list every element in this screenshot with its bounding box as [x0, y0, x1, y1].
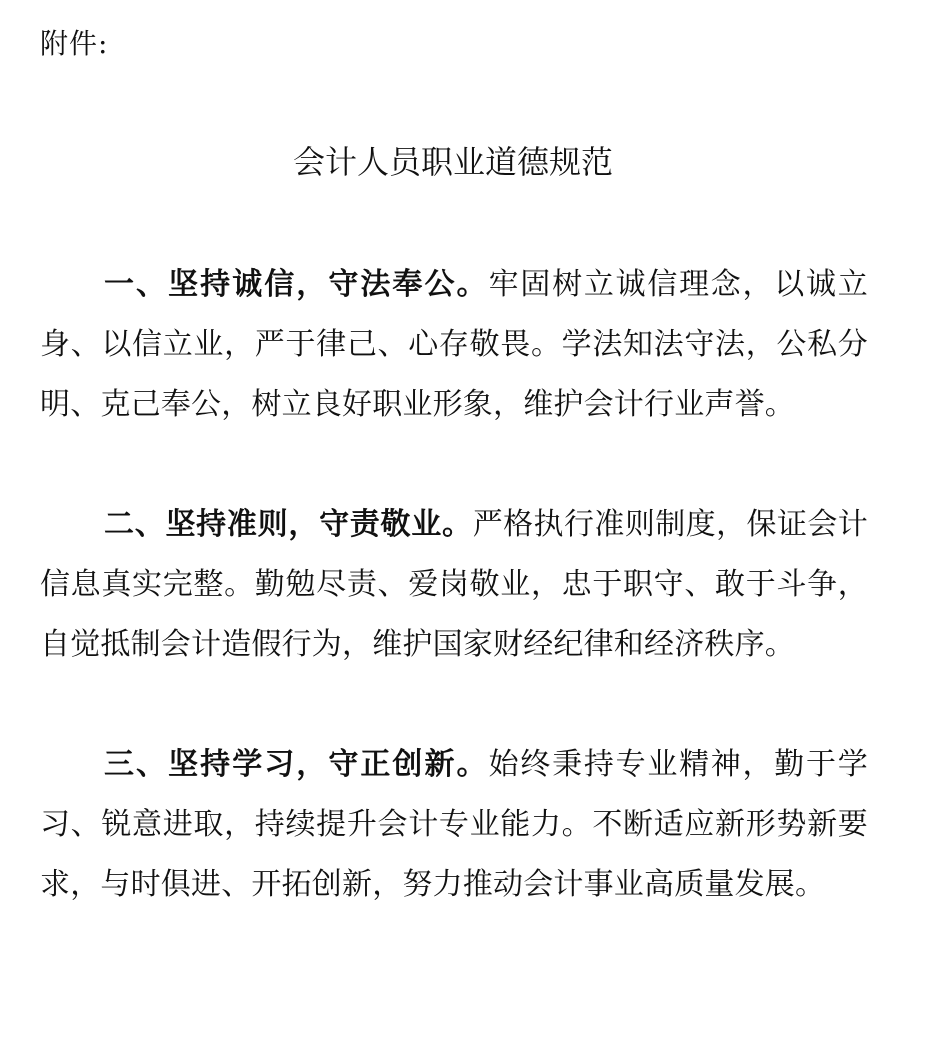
section-2-heading: 二、坚持准则，守责敬业。 — [104, 507, 473, 542]
section-2 — [40, 495, 868, 675]
section-2-body: 严格执行准则制度，保证会计信息真实完整。勤勉尽责、爱岗敬业，忠于职守、敢于斗争，自觉抵制会计造假行为，维护国家财经纪律和经济秩序。 — [40, 507, 868, 662]
attachment-label: 附件: — [40, 27, 109, 60]
section-1-body: 牢固树立诚信理念，以诚立身、以信立业，严于律己、心存敬畏。学法知法守法，公私分明、克己奉公，树立良好职业形象，维护会计行业声誉。 — [40, 267, 869, 422]
section-3-heading: 三、坚持学习，守正创新。 — [104, 747, 489, 782]
section-3 — [40, 735, 868, 915]
document-title: 会计人员职业道德规范 — [292, 143, 613, 181]
section-3-body: 始终秉持专业精神，勤于学习、锐意进取，持续提升会计专业能力。不断适应新形势新要求，与时俱进、开拓创新，努力推动会计事业高质量发展。 — [40, 747, 869, 902]
section-1-heading: 一、坚持诚信，守法奉公。 — [104, 267, 489, 302]
section-1 — [40, 255, 868, 435]
